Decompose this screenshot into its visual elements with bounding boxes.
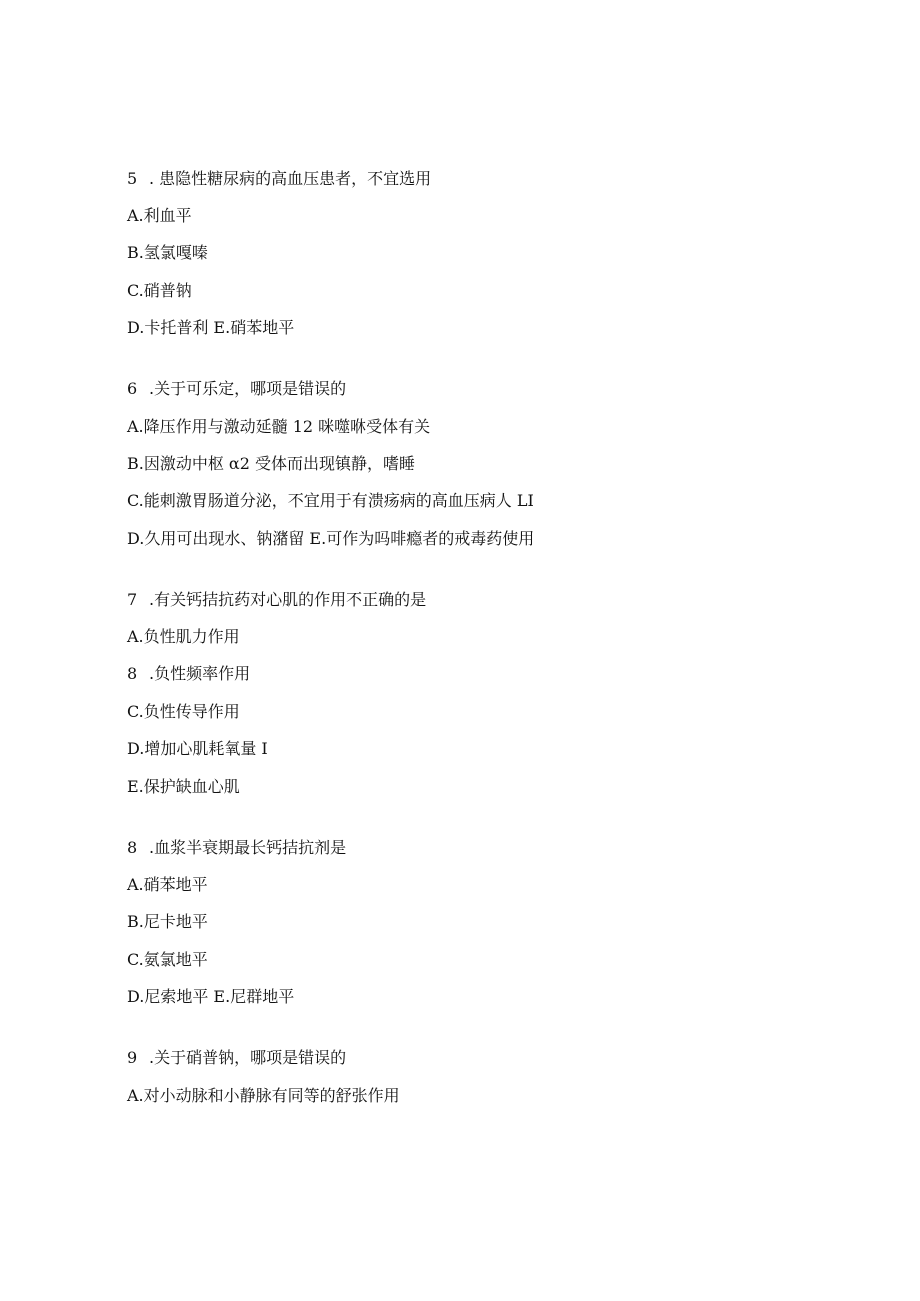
question-number: 8 <box>127 838 138 857</box>
question-8-stem <box>127 663 250 685</box>
question-9-stem <box>127 1047 346 1069</box>
option-line: D.卡托普利 E.硝苯地平 <box>127 318 295 337</box>
question-text: .负性频率作用 <box>149 664 251 683</box>
question-5-stem <box>127 168 431 190</box>
option-line: E.保护缺血心肌 <box>127 777 240 796</box>
question-number: 5 <box>127 169 138 188</box>
option-line: C.能刺激胃肠道分泌，不宜用于有溃疡病的高血压病人 LI <box>127 491 534 510</box>
question-text: .有关钙拮抗药对心肌的作用不正确的是 <box>149 590 427 609</box>
option-line: C.氨氯地平 <box>127 950 208 969</box>
question-6-stem <box>127 378 346 400</box>
option-line: A.硝苯地平 <box>127 875 208 894</box>
question-number: 6 <box>127 379 138 398</box>
question-number: 8 <box>127 664 138 683</box>
option-line: A.对小动脉和小静脉有同等的舒张作用 <box>127 1086 400 1105</box>
question-text: .关于可乐定，哪项是错误的 <box>149 379 347 398</box>
option-line: B.因激动中枢 α2 受体而出现镇静，嗜睡 <box>127 454 416 473</box>
option-line: A.利血平 <box>127 206 192 225</box>
question-number: 9 <box>127 1048 138 1067</box>
option-line: A.负性肌力作用 <box>127 627 240 646</box>
option-line: C.负性传导作用 <box>127 702 240 721</box>
option-line: D.尼索地平 E.尼群地平 <box>127 987 295 1006</box>
question-8b-stem <box>127 837 346 859</box>
question-text: .关于硝普钠，哪项是错误的 <box>149 1048 347 1067</box>
question-text: . 患隐性糖尿病的高血压患者，不宜选用 <box>149 169 432 188</box>
option-line: B.尼卡地平 <box>127 912 208 931</box>
option-line: C.硝普钠 <box>127 281 192 300</box>
option-line: B.氢氯嘎嗪 <box>127 243 208 262</box>
option-line: D.增加心肌耗氧量 I <box>127 739 268 758</box>
option-line: D.久用可出现水、钠潴留 E.可作为吗啡瘾者的戒毒药使用 <box>127 529 535 548</box>
question-number: 7 <box>127 590 138 609</box>
question-text: .血浆半衰期最长钙拮抗剂是 <box>149 838 347 857</box>
option-line: A.降压作用与激动延髓 12 咪噬咻受体有关 <box>127 417 431 436</box>
question-7-stem <box>127 589 426 611</box>
